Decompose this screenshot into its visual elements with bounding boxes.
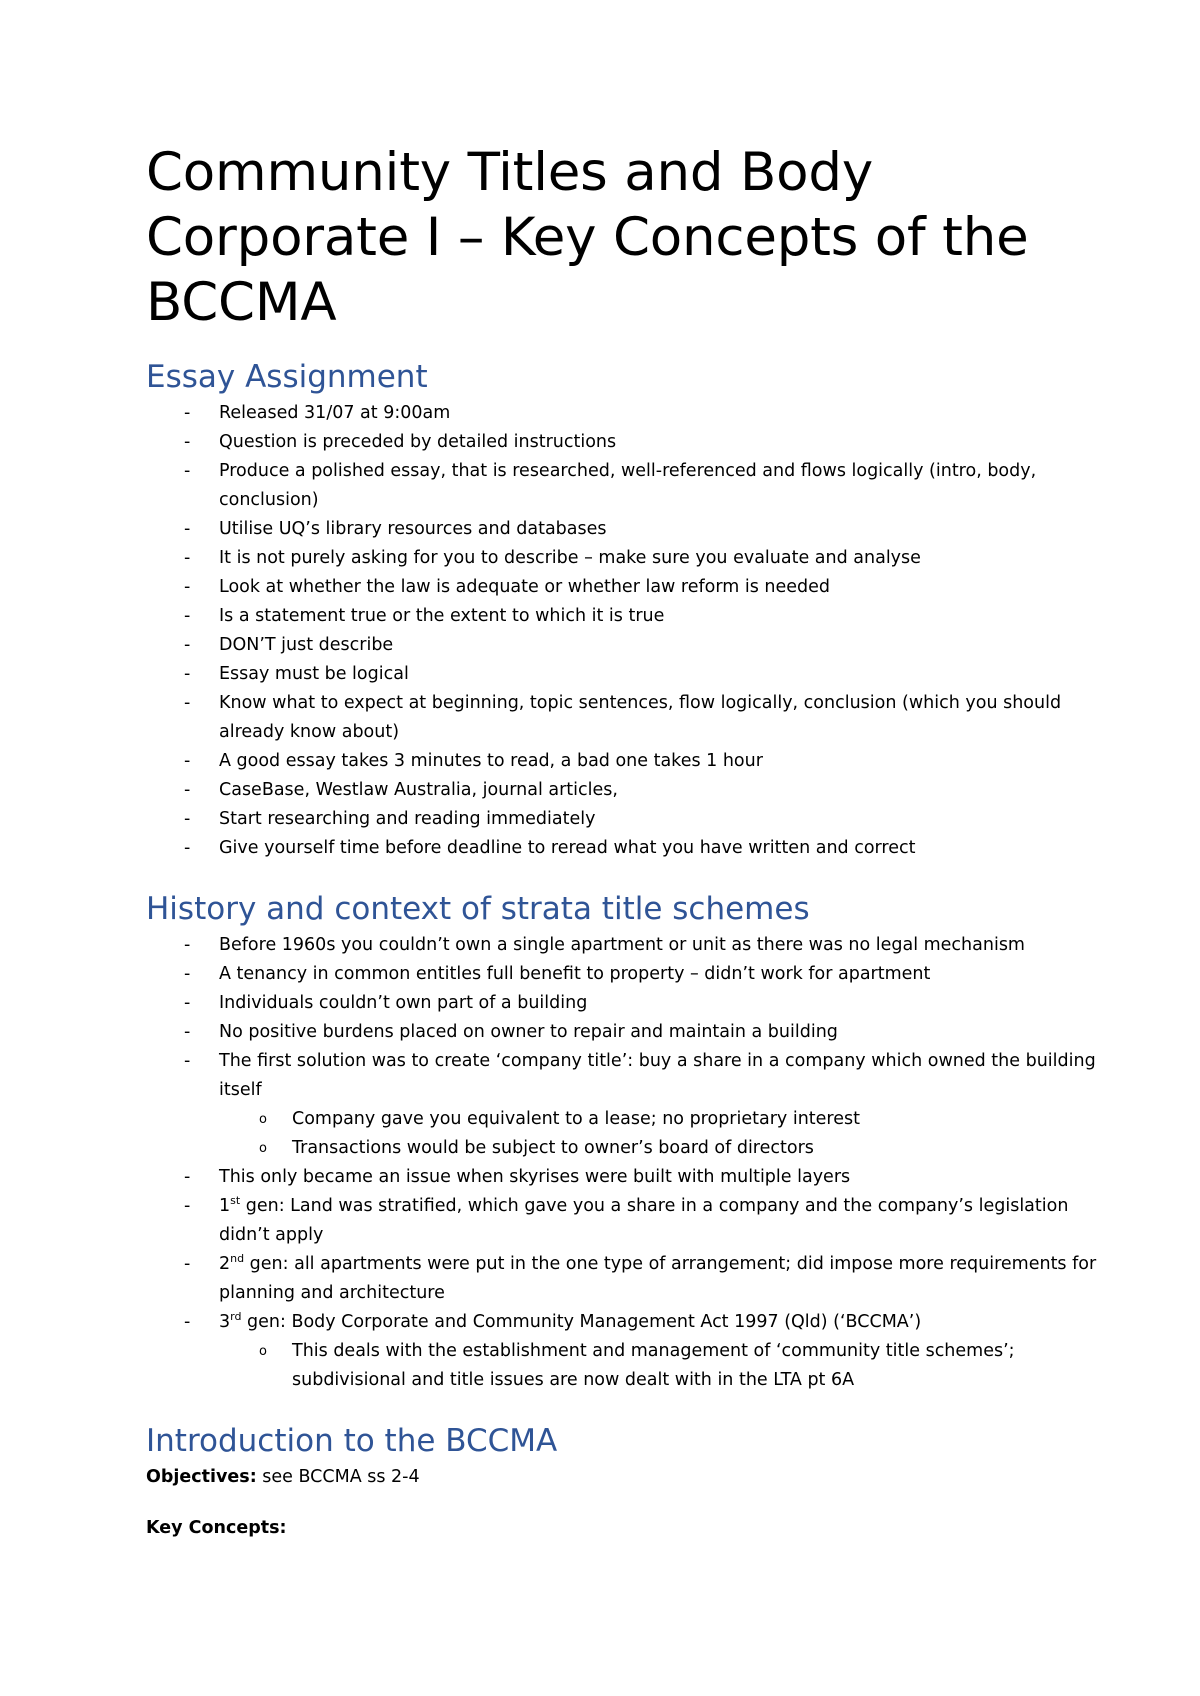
heading-history-context: History and context of strata title schemes <box>146 891 810 927</box>
heading-essay-assignment: Essay Assignment <box>146 359 428 395</box>
dash-bullet-icon: - <box>184 461 191 481</box>
list-item: - Know what to expect at beginning, topic sentences, flow logically, conclusion (which you should already know about) <box>146 689 1100 747</box>
dash-bullet-icon: - <box>184 1022 191 1042</box>
dash-bullet-icon: - <box>184 606 191 626</box>
dash-bullet-icon: - <box>184 403 191 423</box>
list-item: - The first solution was to create ‘company title’: buy a share in a company which owned the building itself <box>146 1047 1100 1105</box>
dash-bullet-icon: - <box>184 1196 191 1216</box>
list-item: - Individuals couldn’t own part of a building <box>146 989 1100 1018</box>
objectives-label: Objectives: <box>146 1467 257 1487</box>
circle-bullet-icon: o <box>259 1344 267 1359</box>
list-item: - DON’T just describe <box>146 631 1100 660</box>
dash-bullet-icon: - <box>184 993 191 1013</box>
dash-bullet-icon: - <box>184 751 191 771</box>
list-item: - Give yourself time before deadline to reread what you have written and correct <box>146 834 1100 863</box>
list-item: - Released 31/07 at 9:00am <box>146 399 1100 428</box>
dash-bullet-icon: - <box>184 780 191 800</box>
sub-list-item: o Transactions would be subject to owner’s board of directors <box>146 1134 1100 1163</box>
list-item-third-gen: - 3rd gen: Body Corporate and Community Management Act 1997 (Qld) (‘BCCMA’) <box>146 1308 1100 1337</box>
circle-bullet-icon: o <box>259 1141 267 1156</box>
key-concepts-line <box>146 1514 1100 1543</box>
dash-bullet-icon: - <box>184 664 191 684</box>
document-title: Community Titles and Body Corporate I – Key Concepts of the BCCMA <box>146 142 1029 333</box>
list-item: - It is not purely asking for you to describe – make sure you evaluate and analyse <box>146 544 1100 573</box>
circle-bullet-icon: o <box>259 1112 267 1127</box>
list-item: - Question is preceded by detailed instructions <box>146 428 1100 457</box>
list-item-first-gen: - 1st gen: Land was stratified, which gave you a share in a company and the company’s legislation didn’t apply <box>146 1192 1100 1250</box>
objectives-text: see BCCMA ss 2-4 <box>256 1467 420 1487</box>
list-item: - Utilise UQ’s library resources and databases <box>146 515 1100 544</box>
dash-bullet-icon: - <box>184 1051 191 1071</box>
list-item: - Start researching and reading immediately <box>146 805 1100 834</box>
dash-bullet-icon: - <box>184 519 191 539</box>
list-item-second-gen: - 2nd gen: all apartments were put in the one type of arrangement; did impose more requirements for planning and architecture <box>146 1250 1100 1308</box>
list-item: - Before 1960s you couldn’t own a single apartment or unit as there was no legal mechanism <box>146 931 1100 960</box>
dash-bullet-icon: - <box>184 577 191 597</box>
list-item: - No positive burdens placed on owner to repair and maintain a building <box>146 1018 1100 1047</box>
dash-bullet-icon: - <box>184 1167 191 1187</box>
objectives-line <box>146 1463 1100 1492</box>
list-item: - A tenancy in common entitles full benefit to property – didn’t work for apartment <box>146 960 1100 989</box>
bccma-sublist <box>146 1337 1100 1395</box>
history-list-continued <box>146 1163 1100 1337</box>
sub-list-item: o Company gave you equivalent to a lease; no proprietary interest <box>146 1105 1100 1134</box>
dash-bullet-icon: - <box>184 935 191 955</box>
dash-bullet-icon: - <box>184 548 191 568</box>
dash-bullet-icon: - <box>184 1312 191 1332</box>
sub-list-item: o This deals with the establishment and management of ‘community title schemes’; subdivisional and title issues are now dealt with in the LTA pt 6A <box>146 1337 1100 1395</box>
history-list <box>146 931 1100 1105</box>
dash-bullet-icon: - <box>184 635 191 655</box>
dash-bullet-icon: - <box>184 432 191 452</box>
list-item: - Produce a polished essay, that is researched, well-referenced and flows logically (intro, body, conclusion) <box>146 457 1100 515</box>
list-item: - This only became an issue when skyrises were built with multiple layers <box>146 1163 1100 1192</box>
dash-bullet-icon: - <box>184 809 191 829</box>
list-item: - Essay must be logical <box>146 660 1100 689</box>
company-title-sublist <box>146 1105 1100 1163</box>
list-item: - Look at whether the law is adequate or whether law reform is needed <box>146 573 1100 602</box>
dash-bullet-icon: - <box>184 693 191 713</box>
dash-bullet-icon: - <box>184 838 191 858</box>
dash-bullet-icon: - <box>184 1254 191 1274</box>
key-concepts-label: Key Concepts: <box>146 1518 287 1538</box>
heading-introduction-bccma: Introduction to the BCCMA <box>146 1423 558 1459</box>
list-item: - CaseBase, Westlaw Australia, journal articles, <box>146 776 1100 805</box>
dash-bullet-icon: - <box>184 964 191 984</box>
list-item: - A good essay takes 3 minutes to read, a bad one takes 1 hour <box>146 747 1100 776</box>
essay-list <box>146 399 1100 863</box>
list-item: - Is a statement true or the extent to which it is true <box>146 602 1100 631</box>
